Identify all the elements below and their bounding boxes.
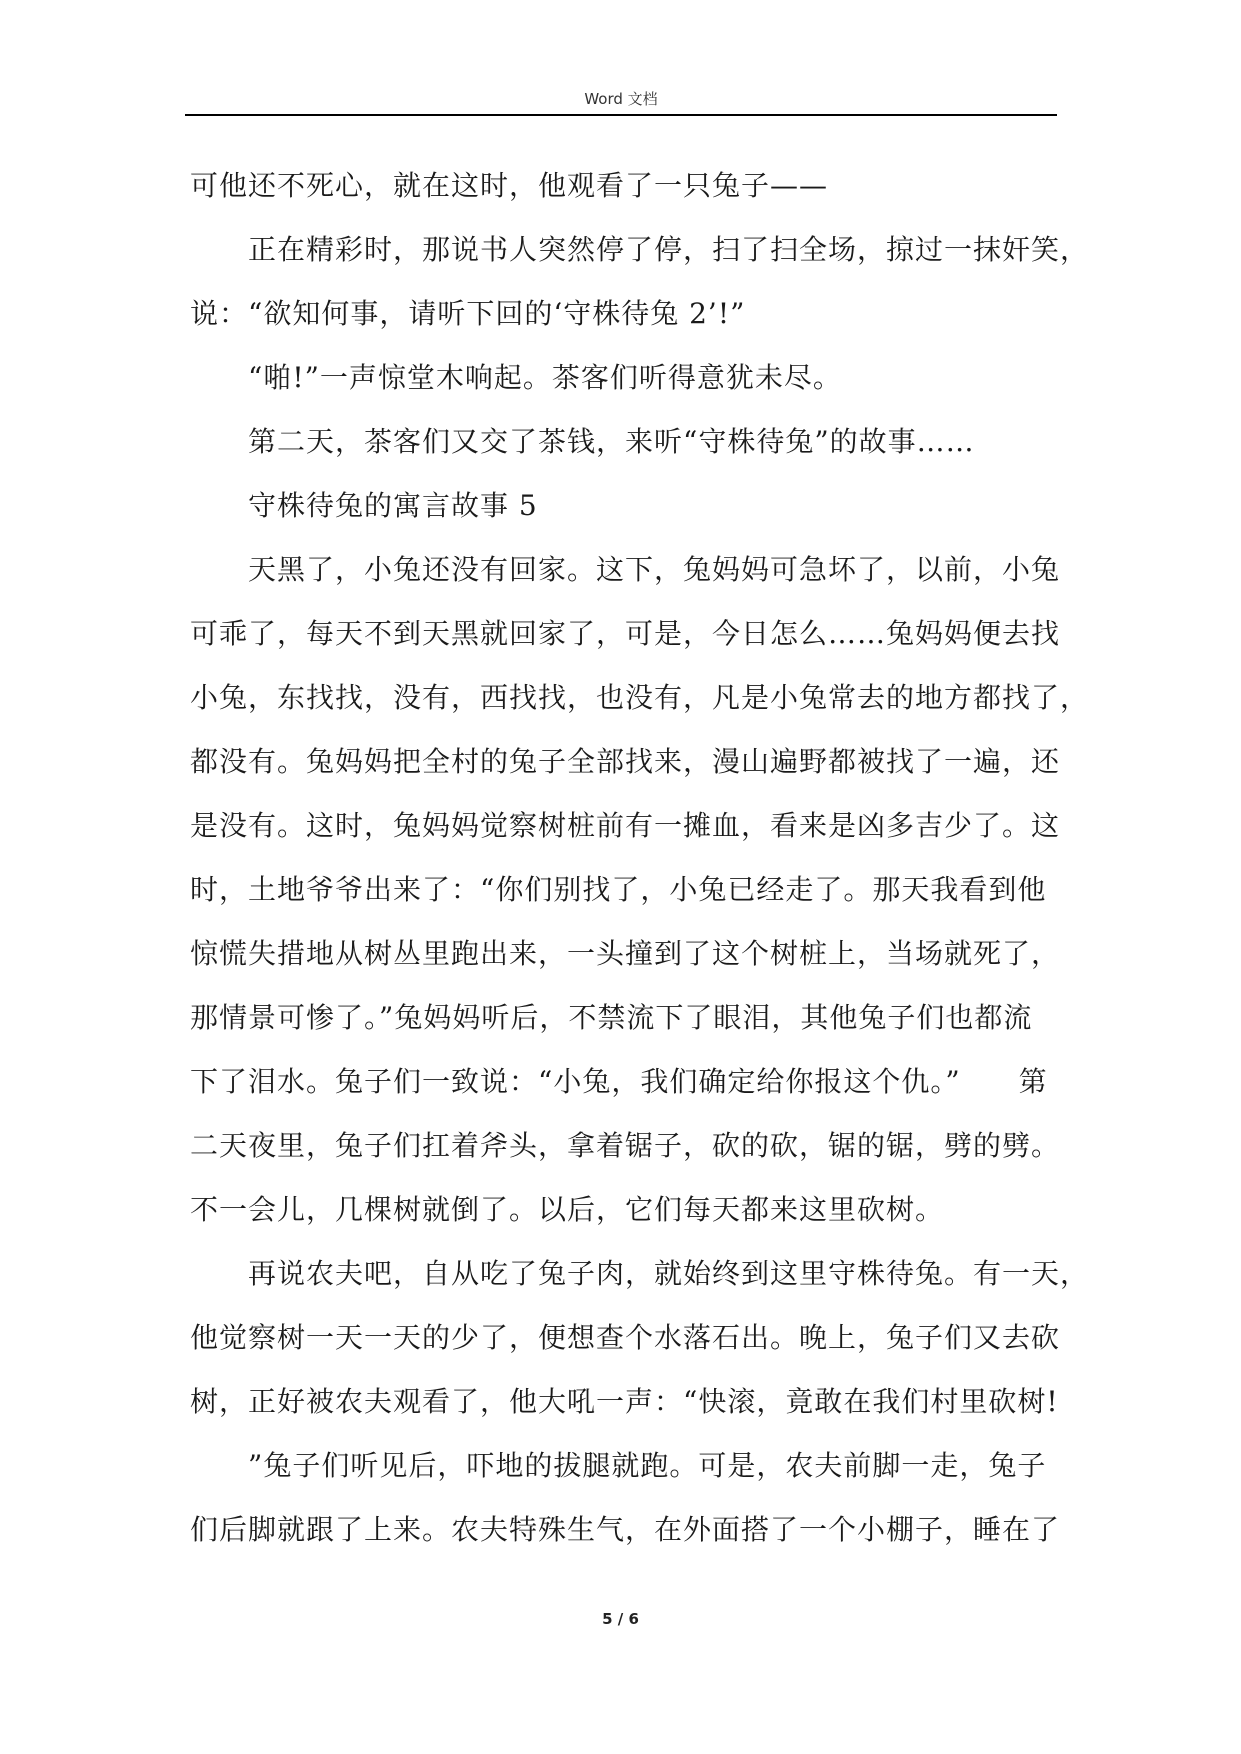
page-number: 5 / 6 — [602, 1610, 639, 1628]
text-line: 第二天，茶客们又交了茶钱，来听“守株待兔”的故事…… — [248, 425, 975, 458]
text-line: ”兔子们听见后，吓地的拔腿就跑。可是，农夫前脚一走，兔子 — [248, 1449, 1047, 1482]
text-line: 惊慌失措地从树丛里跑出来，一头撞到了这个树桩上，当场就死了， — [190, 937, 1061, 970]
text-line: 二天夜里，兔子们扛着斧头，拿着锯子，砍的砍，锯的锯，劈的劈。 — [190, 1129, 1061, 1162]
page-header: Word 文档 — [584, 90, 658, 108]
text-line: 都没有。兔妈妈把全村的兔子全部找来，漫山遍野都被找了一遍，还 — [190, 745, 1061, 778]
text-line: 小兔，东找找，没有，西找找，也没有，凡是小兔常去的地方都找了， — [190, 681, 1090, 714]
text-line: 天黑了，小兔还没有回家。这下，兔妈妈可急坏了，以前，小兔 — [248, 553, 1061, 586]
text-line: 那情景可惨了。”兔妈妈听后，不禁流下了眼泪，其他兔子们也都流 — [190, 1001, 1033, 1034]
text-line: 是没有。这时，兔妈妈觉察树桩前有一摊血，看来是凶多吉少了。这 — [190, 809, 1061, 842]
text-line: 守株待兔的寓言故事 5 — [248, 489, 538, 522]
text-line: 树，正好被农夫观看了，他大吼一声：“快滚，竟敢在我们村里砍树! — [190, 1385, 1059, 1418]
text-line: 可乖了，每天不到天黑就回家了，可是，今日怎么……兔妈妈便去找 — [190, 617, 1061, 650]
document-body — [190, 154, 1090, 1562]
text-line: 正在精彩时，那说书人突然停了停，扫了扫全场，掠过一抹奸笑， — [248, 233, 1090, 266]
text-line: 说：“欲知何事，请听下回的‘守株待兔 2’!” — [190, 297, 746, 330]
text-line: 再说农夫吧，自从吃了兔子肉，就始终到这里守株待兔。有一天， — [248, 1257, 1090, 1290]
text-line: 时，土地爷爷出来了：“你们别找了，小兔已经走了。那天我看到他 — [190, 873, 1047, 906]
text-line: 下了泪水。兔子们一致说：“小兔，我们确定给你报这个仇。” 第 — [190, 1065, 1048, 1098]
text-line: 他觉察树一天一天的少了，便想查个水落石出。晚上，兔子们又去砍 — [190, 1321, 1061, 1354]
text-line: 不一会儿，几棵树就倒了。以后，它们每天都来这里砍树。 — [190, 1193, 945, 1226]
text-line: “啪!”一声惊堂木响起。茶客们听得意犹未尽。 — [248, 361, 842, 394]
text-line: 们后脚就跟了上来。农夫特殊生气，在外面搭了一个小棚子，睡在了 — [190, 1513, 1061, 1546]
header-divider — [185, 114, 1057, 116]
text-line: 可他还不死心，就在这时，他观看了一只兔子—— — [190, 169, 829, 202]
